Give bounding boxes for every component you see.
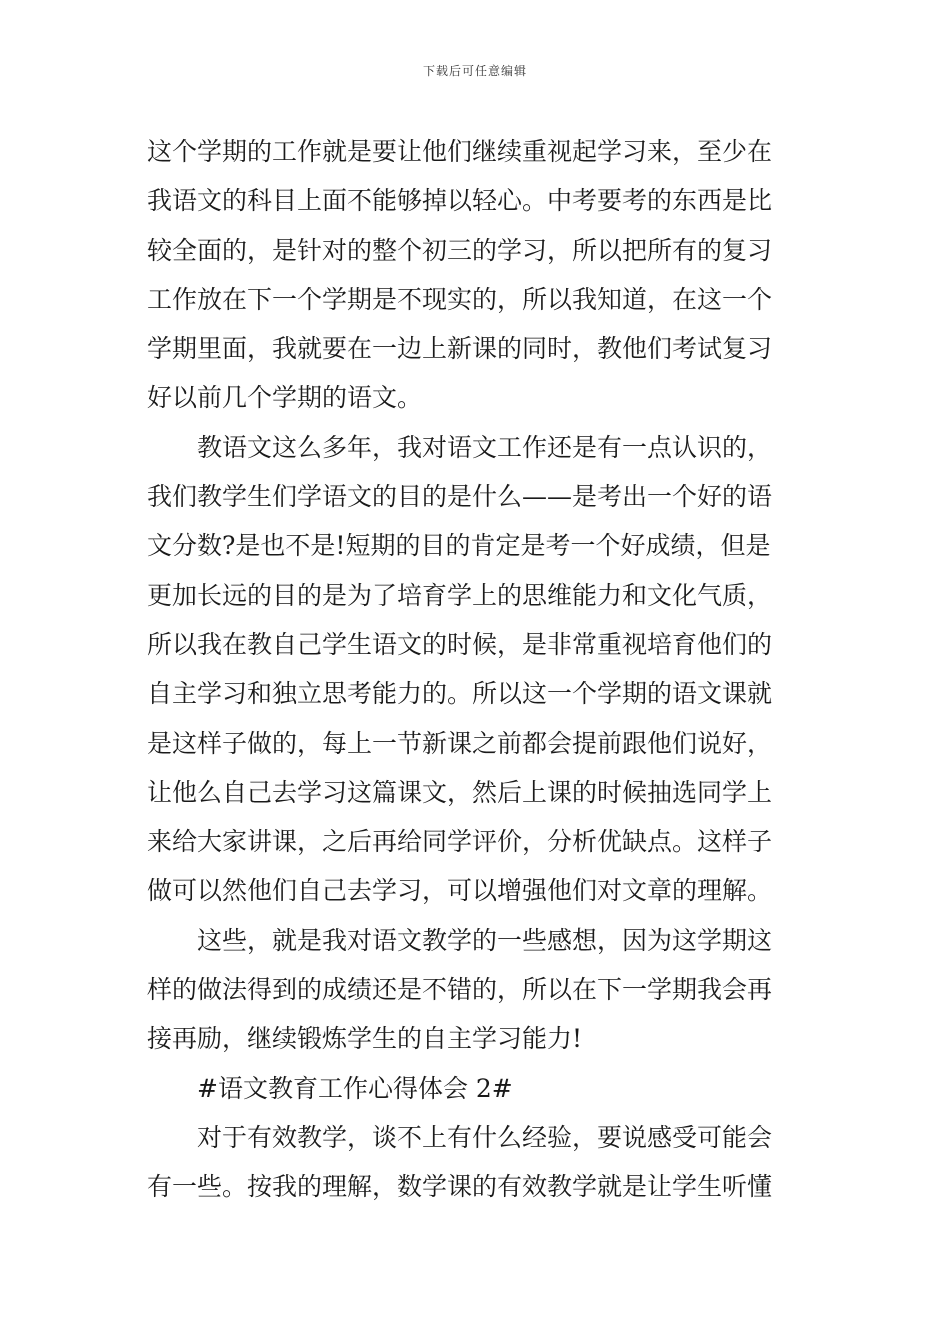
text-line: 做可以然他们自己去学习，可以增强他们对文章的理解。 xyxy=(147,876,773,906)
text-line: 接再励，继续锻炼学生的自主学习能力! xyxy=(147,1024,583,1054)
text-line: 这些，就是我对语文教学的一些感想，因为这学期这 xyxy=(197,925,773,955)
text-line: 是这样子做的，每上一节新课之前都会提前跟他们说好， xyxy=(147,728,773,758)
text-line: 这个学期的工作就是要让他们继续重视起学习来，至少在 xyxy=(147,137,773,166)
text-line: 更加长远的目的是为了培育学上的思维能力和文化气质， xyxy=(147,580,773,610)
text-line: 有一些。按我的理解，数学课的有效教学就是让学生听懂 xyxy=(147,1172,773,1202)
text-line: 所以我在教自己学生语文的时候，是非常重视培育他们的 xyxy=(147,629,773,659)
text-line: 较全面的，是针对的整个初三的学习，所以把所有的复习 xyxy=(147,235,773,265)
text-line: 好以前几个学期的语文。 xyxy=(147,383,423,413)
document-body xyxy=(147,127,807,1212)
page-header: 下载后可任意编辑 xyxy=(422,64,527,78)
text-line: 我语文的科目上面不能够掉以轻心。中考要考的东西是比 xyxy=(147,186,773,216)
text-line: 样的做法得到的成绩还是不错的，所以在下一学期我会再 xyxy=(147,975,773,1005)
section-heading: #语文教育工作心得体会 2# xyxy=(197,1073,513,1103)
text-line: 来给大家讲课，之后再给同学评价，分析优缺点。这样子 xyxy=(147,827,773,857)
text-line: 工作放在下一个学期是不现实的，所以我知道，在这一个 xyxy=(147,284,773,314)
text-line: 对于有效教学，谈不上有什么经验，要说感受可能会 xyxy=(197,1122,773,1152)
text-line: 自主学习和独立思考能力的。所以这一个学期的语文课就 xyxy=(147,679,773,709)
text-line: 教语文这么多年，我对语文工作还是有一点认识的， xyxy=(197,432,773,462)
text-line: 让他么自己去学习这篇课文，然后上课的时候抽选同学上 xyxy=(147,777,773,807)
text-line: 我们教学生们学语文的目的是什么——是考出一个好的语 xyxy=(147,482,773,512)
text-line: 文分数?是也不是!短期的目的肯定是考一个好成绩，但是 xyxy=(147,531,771,561)
text-line: 学期里面，我就要在一边上新课的同时，教他们考试复习 xyxy=(147,334,773,364)
